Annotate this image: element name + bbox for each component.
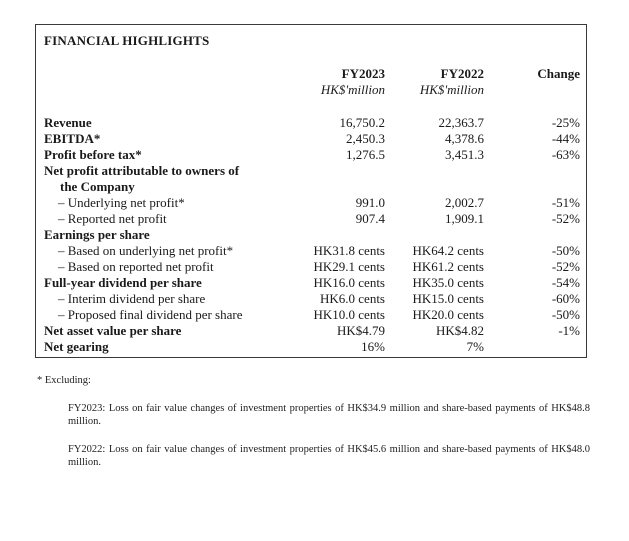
row-value-fy2022: 4,378.6 xyxy=(445,131,484,146)
row-value-change: -50% xyxy=(551,243,580,258)
row-value-fy2023: 16,750.2 xyxy=(339,115,385,130)
row-label: – Based on underlying net profit* xyxy=(58,243,234,258)
row-value-fy2022: HK$4.82 xyxy=(435,323,484,338)
table-title: FINANCIAL HIGHLIGHTS xyxy=(44,33,210,48)
table-row xyxy=(36,243,586,259)
row-value-change: -51% xyxy=(551,195,580,210)
column-header-fy2022 xyxy=(420,66,484,98)
row-value-change: -63% xyxy=(551,147,580,162)
fy2022-unit: HK$'million xyxy=(419,82,484,97)
row-value-fy2022: HK64.2 cents xyxy=(412,243,484,258)
row-label: Profit before tax* xyxy=(44,147,142,162)
row-value-fy2022: 1,909.1 xyxy=(445,211,484,226)
table-body xyxy=(36,115,586,355)
row-value-fy2023: HK16.0 cents xyxy=(313,275,385,290)
fy2022-label: FY2022 xyxy=(440,66,484,81)
row-value-change: -52% xyxy=(551,259,580,274)
row-label: EBITDA* xyxy=(44,131,101,146)
row-value-fy2023: HK6.0 cents xyxy=(320,291,385,306)
footnote-fy2022: FY2022: Loss on fair value changes of investment properties of HK$45.6 million and share-based payments of HK$48.0 million. xyxy=(68,444,590,468)
row-value-change: -52% xyxy=(551,211,580,226)
row-value-fy2023: 16% xyxy=(361,339,385,354)
row-label: – Reported net profit xyxy=(58,211,167,226)
row-value-change: -54% xyxy=(551,275,580,290)
table-row xyxy=(36,179,586,195)
row-value-fy2023: HK$4.79 xyxy=(336,323,385,338)
row-label: Net profit attributable to owners of xyxy=(44,163,240,178)
row-value-change: -1% xyxy=(558,323,580,338)
row-value-fy2023: 1,276.5 xyxy=(346,147,385,162)
row-label: the Company xyxy=(60,179,135,194)
table-row xyxy=(36,259,586,275)
row-value-fy2022: 7% xyxy=(466,339,484,354)
table-row xyxy=(36,275,586,291)
row-value-fy2022: HK35.0 cents xyxy=(412,275,484,290)
row-value-change: -44% xyxy=(551,131,580,146)
row-label: – Proposed final dividend per share xyxy=(58,307,243,322)
table-row xyxy=(36,307,586,323)
row-label: Net gearing xyxy=(44,339,109,354)
row-label: Full-year dividend per share xyxy=(44,275,202,290)
row-label: Revenue xyxy=(44,115,92,130)
table-row xyxy=(36,339,586,355)
financial-highlights-table xyxy=(35,24,587,358)
row-value-change: -50% xyxy=(551,307,580,322)
change-label: Change xyxy=(537,66,580,81)
footnote-fy2023: FY2023: Loss on fair value changes of investment properties of HK$34.9 million and share-based payments of HK$48.8 million. xyxy=(68,403,590,427)
row-value-change: -60% xyxy=(551,291,580,306)
table-row xyxy=(36,147,586,163)
row-value-fy2022: 2,002.7 xyxy=(445,195,484,210)
table-row xyxy=(36,323,586,339)
row-value-change: -25% xyxy=(551,115,580,130)
fy2023-label: FY2023 xyxy=(341,66,385,81)
row-label: Net asset value per share xyxy=(44,323,182,338)
table-row xyxy=(36,195,586,211)
table-row xyxy=(36,211,586,227)
row-label: – Underlying net profit* xyxy=(58,195,185,210)
row-label: – Interim dividend per share xyxy=(58,291,206,306)
table-row xyxy=(36,227,586,243)
fy2023-unit: HK$'million xyxy=(320,82,385,97)
row-value-fy2023: HK31.8 cents xyxy=(313,243,385,258)
row-value-fy2022: 22,363.7 xyxy=(438,115,484,130)
row-value-fy2022: 3,451.3 xyxy=(445,147,484,162)
column-header-change xyxy=(537,66,580,82)
row-value-fy2022: HK15.0 cents xyxy=(412,291,484,306)
row-value-fy2023: 907.4 xyxy=(355,211,385,226)
row-value-fy2023: HK10.0 cents xyxy=(313,307,385,322)
column-header-fy2023 xyxy=(321,66,385,98)
table-row xyxy=(36,131,586,147)
table-row xyxy=(36,115,586,131)
row-value-fy2022: HK61.2 cents xyxy=(412,259,484,274)
table-row xyxy=(36,163,586,179)
row-value-fy2023: HK29.1 cents xyxy=(313,259,385,274)
footnote-marker: * Excluding: xyxy=(37,375,91,386)
row-value-fy2023: 2,450.3 xyxy=(346,131,385,146)
table-row xyxy=(36,291,586,307)
row-label: Earnings per share xyxy=(44,227,150,242)
row-value-fy2022: HK20.0 cents xyxy=(412,307,484,322)
row-label: – Based on reported net profit xyxy=(58,259,214,274)
row-value-fy2023: 991.0 xyxy=(355,195,385,210)
